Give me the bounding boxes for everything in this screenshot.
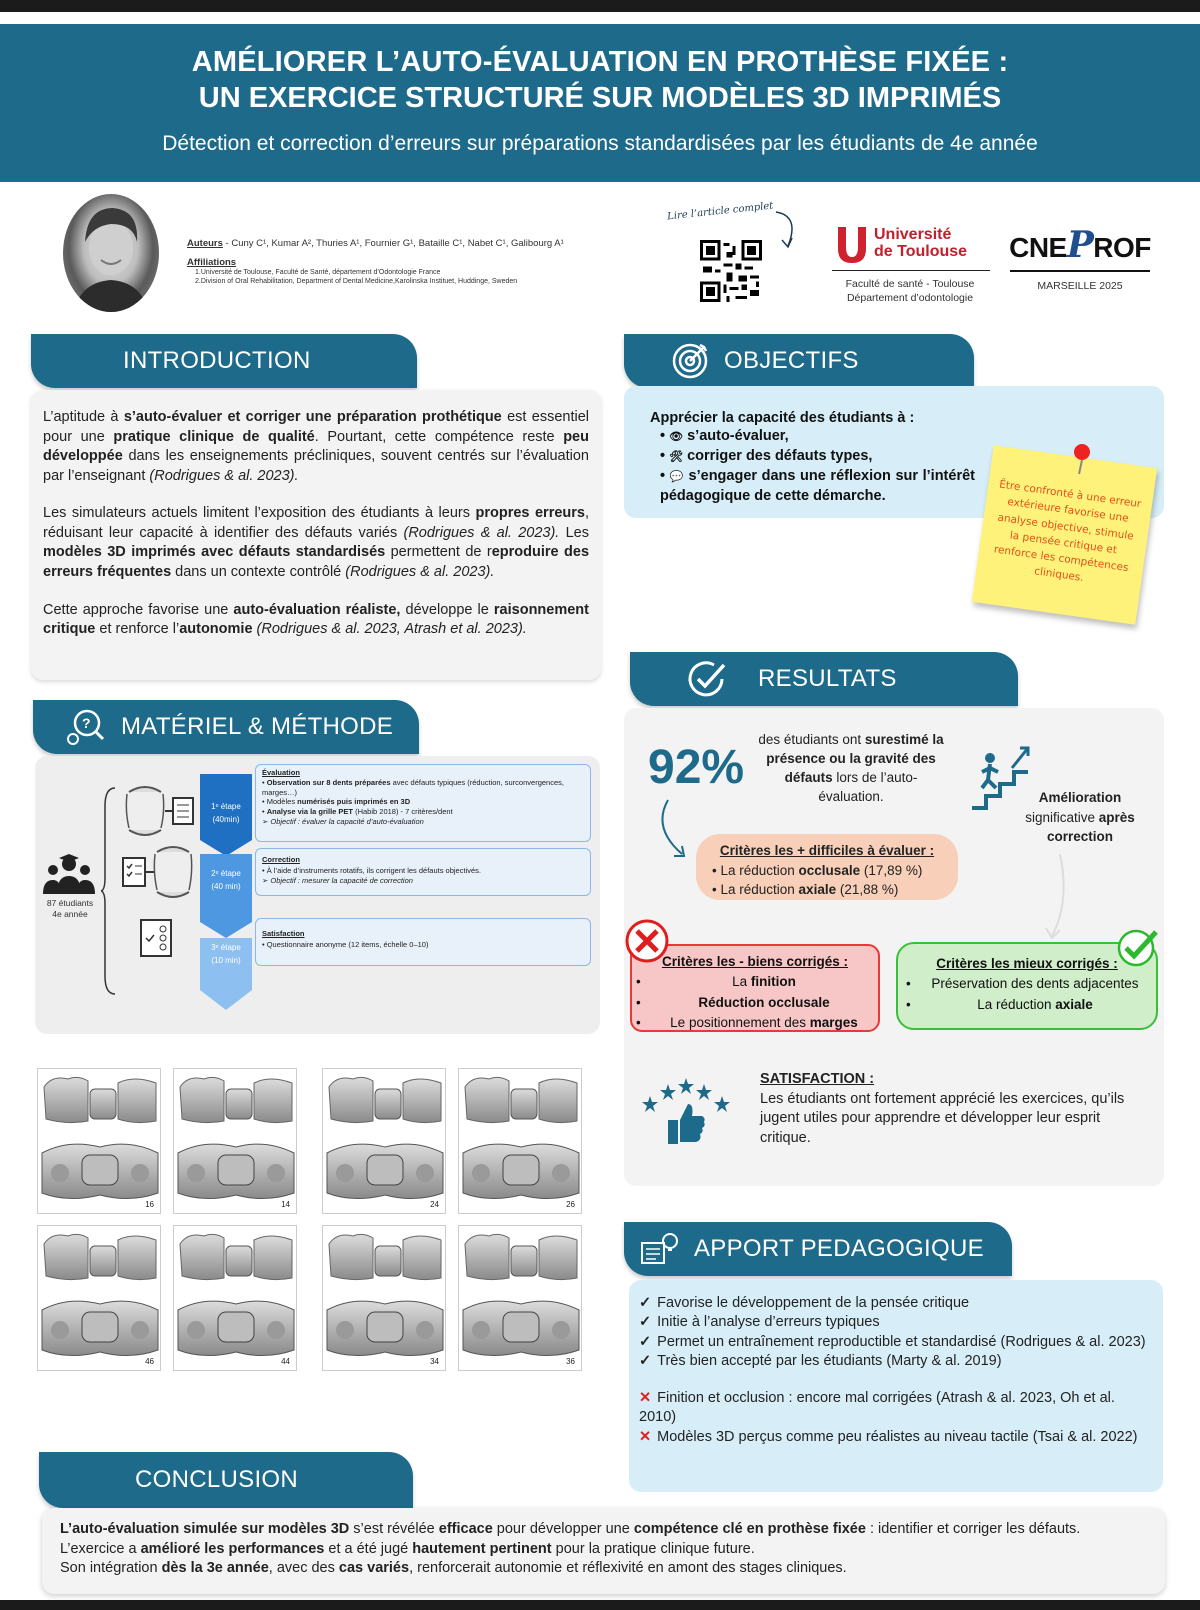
faculty-1: Faculté de santé - Toulouse [845, 278, 975, 290]
section-tab-resultats [630, 652, 1018, 706]
section-tab-materiel [33, 700, 419, 754]
satisfaction-block [760, 1070, 1140, 1148]
resultats-heading: RESULTATS [758, 665, 897, 692]
amelioration-text: Amélioration significative après correction [1025, 790, 1135, 845]
step-3-time: (10 min) [211, 955, 241, 965]
authors-block [187, 238, 617, 286]
svg-text:?: ? [82, 715, 91, 731]
apport-positive-item: ✓ Permet un entraînement reproductible et standardisé (Rodrigues & al. 2023) [639, 1333, 1146, 1350]
step-3-title: Satisfaction [262, 929, 305, 938]
satisfaction-text: Les étudiants ont fortement apprécié les exercices, qu’ils jugent utiles pour apprendre et développer leur esprit critique. [760, 1090, 1125, 1146]
arrow-icon [770, 210, 804, 252]
best-criteria-title: Critères les mieux corrigés : [936, 956, 1118, 971]
section-tab-apport [624, 1222, 1012, 1276]
tooth-number: 44 [281, 1357, 290, 1366]
conclusion-heading: CONCLUSION [135, 1466, 299, 1493]
affiliation-2: 2.Division of Oral Rehabilitation, Department of Dental Medicine,Karolinska Instituet, Huddinge, Sweden [195, 278, 518, 286]
tooth-model-image [322, 1225, 446, 1371]
conclusion-line-1: L’auto-évaluation simulée sur modèles 3D s’est révélée efficace pour développer une compétence clé en prothèse fixée : identifier et corriger les défauts. [60, 1521, 1081, 1537]
cneprof-city: MARSEILLE 2025 [1037, 279, 1123, 292]
apport-heading: APPORT PEDAGOGIQUE [694, 1235, 984, 1262]
step-2-time: (40 min) [211, 881, 241, 891]
step-1-time: (40min) [212, 814, 240, 824]
apport-negative-list [639, 1389, 1149, 1447]
conclusion-box [42, 1508, 1165, 1594]
check-icon: ✓ [639, 1352, 652, 1369]
subtitle: Détection et correction d’erreurs sur préparations standardisées par les étudiants de 4e année [162, 132, 1038, 155]
cneprof-logo [1005, 226, 1155, 292]
title-line-2: UN EXERCICE STRUCTURÉ SUR MODÈLES 3D IMPRIMÉS [198, 82, 1002, 114]
check-icon: ✓ [639, 1314, 652, 1331]
qr-note: Lire l’article complet [666, 200, 774, 223]
satisfaction-title: SATISFACTION : [760, 1071, 875, 1087]
objectif-item-1: • 👁 s’auto-évaluer, [660, 428, 789, 444]
students-year: 4e année [52, 909, 88, 920]
tooth-number: 46 [145, 1357, 154, 1366]
arch-checklist-icon [123, 784, 197, 838]
apport-positive-item: ✓ Initie à l’analyse d’erreurs typiques [639, 1314, 880, 1331]
cneprof-rof: ROF [1093, 232, 1151, 263]
apport-positive-item: ✓ Favorise le développement de la pensée critique [639, 1295, 970, 1311]
authors-list: - Cuny C¹, Kumar A², Thuries A¹, Fournier G¹, Bataille C¹, Nabet C¹, Galibourg A¹ [222, 238, 564, 249]
cross-icon: ✕ [639, 1428, 652, 1445]
conclusion-line-2: L’exercice a amélioré les performances et a été jugé hautement pertinent pour la pratique clinique future. [60, 1540, 755, 1557]
affiliation-1: 1.Université de Toulouse, Faculté de Santé, département d’Odontologie France [195, 269, 441, 276]
faculty-2: Département d’odontologie [846, 292, 974, 305]
tooth-model-image [173, 1225, 297, 1371]
green-check-icon [1116, 926, 1162, 972]
cross-icon: ✕ [639, 1390, 652, 1407]
materiel-heading: MATÉRIEL & MÉTHODE [121, 713, 394, 740]
step-1-label: 1ᵉ étape [211, 802, 241, 811]
tooth-model-image [37, 1225, 161, 1371]
cneprof-cne: CNE [1009, 232, 1067, 263]
survey-icon [139, 918, 175, 958]
introduction-heading: INTRODUCTION [123, 347, 311, 374]
authors-label: Auteurs [187, 238, 223, 249]
brace-icon [101, 786, 117, 996]
step-3-label: 3ᵉ étape [211, 943, 241, 952]
result-pct-text: des étudiants ont surestimé la présence ou la gravité des défauts lors de l’auto-évaluation. [758, 732, 944, 805]
univ-name-1: Université [874, 226, 952, 243]
worst-corrected-box: Critères les - biens corrigés : • La finition • Réduction occlusale • Le positionnement des marges [630, 944, 880, 1032]
objectifs-lead: Apprécier la capacité des étudiants à : [650, 410, 915, 426]
university-emblem-icon [836, 225, 868, 265]
students-count: 87 étudiants [46, 898, 94, 908]
students-icon [43, 854, 95, 896]
affiliations-label: Affiliations [187, 257, 237, 268]
cneprof-p: P [1066, 224, 1094, 266]
step-2-title: Correction [262, 855, 300, 864]
apport-positive-list [639, 1294, 1149, 1371]
apport-box [629, 1280, 1163, 1492]
conclusion-line-3: Son intégration dès la 3e année, avec des cas variés, renforcerait autonomie et réflexivité en amont des stages cliniques. [60, 1560, 847, 1577]
section-tab-objectifs [624, 334, 974, 388]
apport-negative-item: ✕ Finition et occlusion : encore mal corrigées (Atrash & al. 2023, Oh et al. 2010) [639, 1390, 1115, 1426]
apport-negative-item: ✕ Modèles 3D perçus comme peu réalistes au niveau tactile (Tsai & al. 2022) [639, 1428, 1138, 1445]
qr-code[interactable] [700, 240, 762, 302]
analysis-gear-icon [63, 705, 107, 749]
univ-name-2: de Toulouse [874, 242, 968, 260]
objectif-item-2: • 🛠 corriger des défauts types, [660, 448, 873, 464]
best-corrected-box: Critères les mieux corrigés : • Préservation des dents adjacentes • La réduction axiale [896, 942, 1158, 1030]
lightbulb-notes-icon [640, 1229, 680, 1269]
sticky-note [972, 445, 1157, 624]
check-icon: ✓ [639, 1295, 652, 1311]
step-1-title: Évaluation [262, 768, 300, 777]
section-tab-introduction [31, 334, 417, 388]
apport-positive-item: ✓ Très bien accepté par les étudiants (Marty & al. 2019) [639, 1352, 1002, 1369]
step-1-box: Évaluation • Observation sur 8 dents préparées avec défauts typiques (réduction, surconvergences, marges…) • Modèles numérisés puis imprimés en 3D • Analyse via la grille PET (Habib 2018) - 7 critères/dent ➢ Objectif : évaluer la capacité d’auto-évaluation [255, 764, 591, 842]
sticky-text: Être confronté à une erreur extérieure favorise une analyse objective, stimule la pensée critique et renforce les compétences cliniques. [993, 478, 1142, 585]
tooth-model-image [37, 1068, 161, 1214]
tooth-number: 34 [430, 1357, 439, 1366]
tooth-model-image [173, 1068, 297, 1214]
tooth-model-image [458, 1068, 582, 1214]
checklist-arch-icon [121, 844, 195, 900]
method-box [35, 756, 600, 1034]
checkmark-circle-icon [684, 657, 728, 701]
worst-criteria-title: Critères les - biens corrigés : [661, 954, 849, 969]
tooth-model-image [322, 1068, 446, 1214]
section-tab-conclusion [39, 1452, 413, 1508]
target-icon [670, 341, 710, 381]
hard-criteria-title: Critères les + difficiles à évaluer : [719, 843, 935, 858]
intro-paragraph-3: Cette approche favorise une auto-évaluation réaliste, développe le raisonnement critique et renforce l’autonomie (Rodrigues & al. 2023, Atrash et al. 2023). [43, 601, 589, 638]
result-percentage: 92% [648, 741, 745, 794]
tooth-number: 24 [430, 1200, 439, 1209]
tooth-model-image [458, 1225, 582, 1371]
step-2-label: 2ᵉ étape [211, 869, 241, 878]
introduction-box [31, 390, 601, 680]
tooth-number: 26 [566, 1200, 575, 1209]
objectifs-heading: OBJECTIFS [724, 347, 859, 374]
tooth-number: 14 [281, 1200, 290, 1209]
pushpin-icon [1068, 442, 1096, 476]
objectif-item-3: • 💬 s’engager dans une réflexion sur l’intérêt pédagogique de cette démarche. [660, 468, 975, 504]
intro-paragraph-1: L’aptitude à s’auto-évaluer et corriger une préparation prothétique est essentiel pour une pratique clinique de qualité. Pourtant, cette compétence reste peu développée dans les enseignements précliniques, souvent centrés sur l’évaluation par l’enseignant (Rodrigues & al. 2023). [43, 409, 589, 484]
red-cross-icon [624, 918, 670, 964]
rating-thumbs-up-icon [640, 1074, 732, 1146]
check-icon: ✓ [639, 1333, 652, 1350]
author-photo [63, 194, 159, 312]
title-line-1: AMÉLIORER L’AUTO-ÉVALUATION EN PROTHÈSE FIXÉE : [191, 46, 1009, 78]
intro-paragraph-2: Les simulateurs actuels limitent l’exposition des étudiants à leurs propres erreurs, réduisant leur capacité à identifier des défauts variés (Rodrigues & al. 2023). Les modèles 3D imprimés avec défauts standardisés permettent de reproduire des erreurs fréquentes dans un contexte contrôlé (Rodrigues & al. 2023). [43, 505, 590, 580]
tooth-number: 16 [145, 1200, 154, 1209]
down-arrow-icon [1040, 852, 1070, 942]
hard-criteria-box: Critères les + difficiles à évaluer : • La réduction occlusale (17,89 %) • La réduction axiale (21,88 %) [696, 834, 958, 900]
step-3-box: Satisfaction • Questionnaire anonyme (12 items, échelle 0–10) [255, 918, 591, 966]
tooth-number: 36 [566, 1357, 575, 1366]
step-2-box: Correction • À l’aide d’instruments rotatifs, ils corrigent les défauts objectivés. ➢ Objectif : mesurer la capacité de correction [255, 848, 591, 896]
header-banner [0, 24, 1200, 182]
